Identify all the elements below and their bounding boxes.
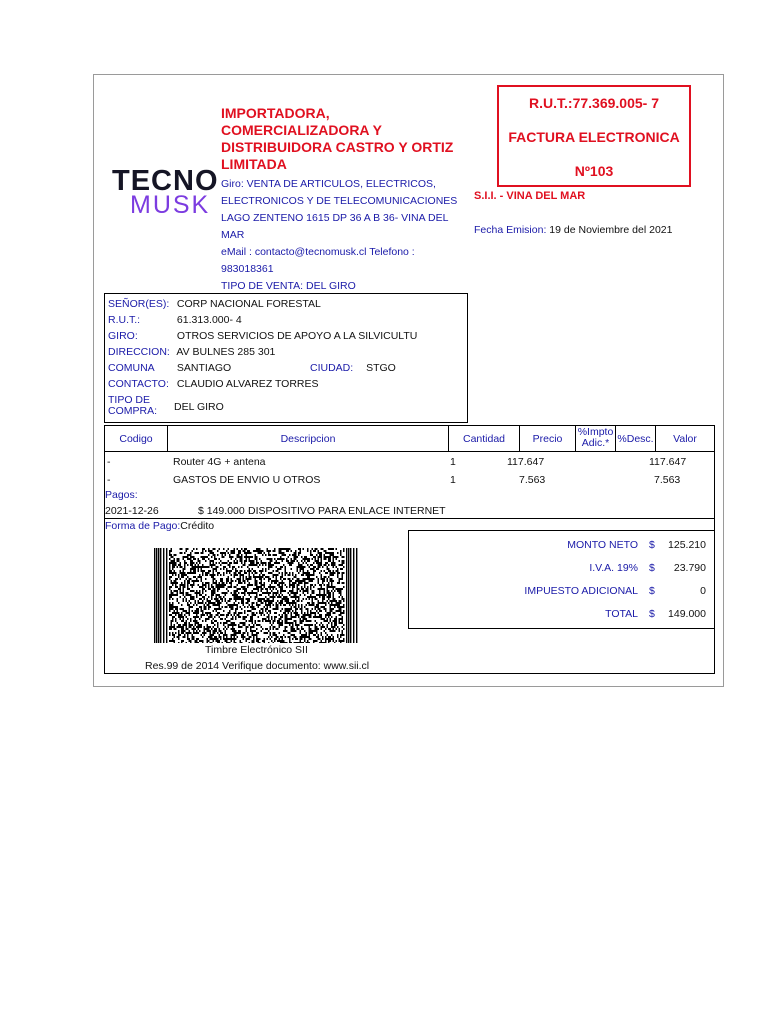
client-name: CORP NACIONAL FORESTAL <box>176 298 321 310</box>
column-header-codigo: Codigo <box>105 426 168 452</box>
column-header-cantidad: Cantidad <box>449 426 520 452</box>
client-row <box>108 362 231 374</box>
client-box <box>104 293 468 423</box>
payment-method-label: Forma de Pago: <box>105 520 181 532</box>
client-label-part: TIPO DE <box>108 394 151 406</box>
issue-date-value: 19 de Noviembre del 2021 <box>549 224 673 236</box>
totals-label: I.V.A. 19% <box>589 562 638 574</box>
rut-number: R.U.T.:77.369.005- 7 <box>529 95 659 111</box>
client-city-row <box>310 362 396 374</box>
client-row <box>108 378 319 390</box>
totals-box <box>408 530 715 629</box>
client-giro: OTROS SERVICIOS DE APOYO A LA SILVICULTU <box>176 330 418 342</box>
row-precio: 7.563 <box>519 474 546 486</box>
payment-detail: DISPOSITIVO PARA ENLACE INTERNET <box>248 505 446 517</box>
row-codigo: - <box>107 474 111 486</box>
document-type: FACTURA ELECTRONICA <box>508 129 680 145</box>
column-header-descripcion: Descripcion <box>168 426 449 452</box>
client-rut: 61.313.000- 4 <box>176 314 242 326</box>
company-info-line: MAR <box>221 229 245 241</box>
client-label-part: COMPRA: <box>108 405 158 417</box>
stamp-caption: Timbre Electrónico SII <box>205 644 308 656</box>
issue-date <box>474 224 672 236</box>
row-valor: 7.563 <box>654 474 681 486</box>
company-name-line: LIMITADA <box>221 156 287 172</box>
client-label: CIUDAD: <box>310 362 354 374</box>
issue-date-label: Fecha Emision: <box>474 224 547 236</box>
payment-divider <box>105 518 714 519</box>
logo-line-1: TECNO <box>112 165 219 197</box>
payment-method-value: Crédito <box>180 520 215 532</box>
verification-note: Res.99 de 2014 Verifique documento: www.sii.cl <box>145 660 370 672</box>
client-contact: CLAUDIO ALVAREZ TORRES <box>176 378 319 390</box>
client-row <box>108 314 242 326</box>
totals-currency: $ <box>649 608 655 620</box>
row-cantidad: 1 <box>450 474 456 486</box>
totals-row <box>409 608 714 624</box>
row-cantidad: 1 <box>450 456 456 468</box>
client-label: GIRO: <box>108 330 138 342</box>
company-info-line: eMail : contacto@tecnomusk.cl Telefono : <box>221 246 415 258</box>
totals-label: TOTAL <box>605 608 638 620</box>
header-part: %Impto <box>577 426 614 438</box>
totals-value: 0 <box>700 585 706 597</box>
company-info-line: ELECTRONICOS Y DE TELECOMUNICACIONES <box>221 195 458 207</box>
client-purchase-type: DEL GIRO <box>174 401 224 413</box>
invoice-number: Nº103 <box>574 163 614 179</box>
client-label: SEÑOR(ES): <box>108 298 170 310</box>
client-row <box>108 298 321 310</box>
rut-box <box>497 85 691 187</box>
totals-label: MONTO NETO <box>567 539 638 551</box>
company-info-line: 983018361 <box>221 263 274 275</box>
totals-row <box>409 539 714 555</box>
client-row <box>108 395 174 417</box>
logo-line-2: MUSK <box>130 191 211 219</box>
totals-row <box>409 585 714 601</box>
client-address: AV BULNES 285 301 <box>176 346 276 358</box>
client-label: CONTACTO: <box>108 378 169 390</box>
totals-value: 23.790 <box>673 562 706 574</box>
totals-currency: $ <box>649 585 655 597</box>
payment-method <box>105 520 214 532</box>
client-city: STGO <box>366 362 396 374</box>
electronic-stamp-barcode <box>154 548 359 643</box>
payment-amount: $ 149.000 <box>198 505 245 517</box>
column-header-desc: %Desc. <box>616 426 656 452</box>
column-header-valor: Valor <box>656 426 714 452</box>
totals-currency: $ <box>649 539 655 551</box>
company-info <box>221 176 471 295</box>
company-name-line: COMERCIALIZADORA Y <box>221 122 382 138</box>
row-descripcion: GASTOS DE ENVIO U OTROS <box>173 474 321 486</box>
header-part: Adic.* <box>581 437 610 449</box>
client-row <box>108 330 417 342</box>
company-info-line: Giro: VENTA DE ARTICULOS, ELECTRICOS, <box>221 178 436 190</box>
company-name-line: DISTRIBUIDORA CASTRO Y ORTIZ <box>221 139 454 155</box>
totals-label: IMPUESTO ADICIONAL <box>524 585 638 597</box>
column-header-precio: Precio <box>520 426 576 452</box>
company-info-line: TIPO DE VENTA: DEL GIRO <box>221 280 356 292</box>
payments-label: Pagos: <box>105 489 138 501</box>
totals-value: 149.000 <box>668 608 706 620</box>
company-info-line: LAGO ZENTENO 1615 DP 36 A B 36- VINA DEL <box>221 212 449 224</box>
column-header-impto <box>576 426 616 452</box>
totals-value: 125.210 <box>668 539 706 551</box>
client-row <box>108 346 275 358</box>
row-codigo: - <box>107 456 111 468</box>
company-name-line: IMPORTADORA, <box>221 105 330 121</box>
client-comuna: SANTIAGO <box>176 362 232 374</box>
client-label: COMUNA <box>108 362 155 374</box>
row-precio: 117.647 <box>507 456 545 468</box>
client-label: DIRECCION: <box>108 346 170 358</box>
sii-office: S.I.I. - VINA DEL MAR <box>474 190 586 202</box>
company-logo <box>112 165 219 219</box>
row-descripcion: Router 4G + antena <box>173 456 266 468</box>
payment-date: 2021-12-26 <box>105 505 159 517</box>
totals-currency: $ <box>649 562 655 574</box>
row-valor: 117.647 <box>649 456 687 468</box>
client-label: R.U.T.: <box>108 314 141 326</box>
client-label <box>108 395 174 417</box>
company-name <box>221 105 471 173</box>
totals-row <box>409 562 714 578</box>
